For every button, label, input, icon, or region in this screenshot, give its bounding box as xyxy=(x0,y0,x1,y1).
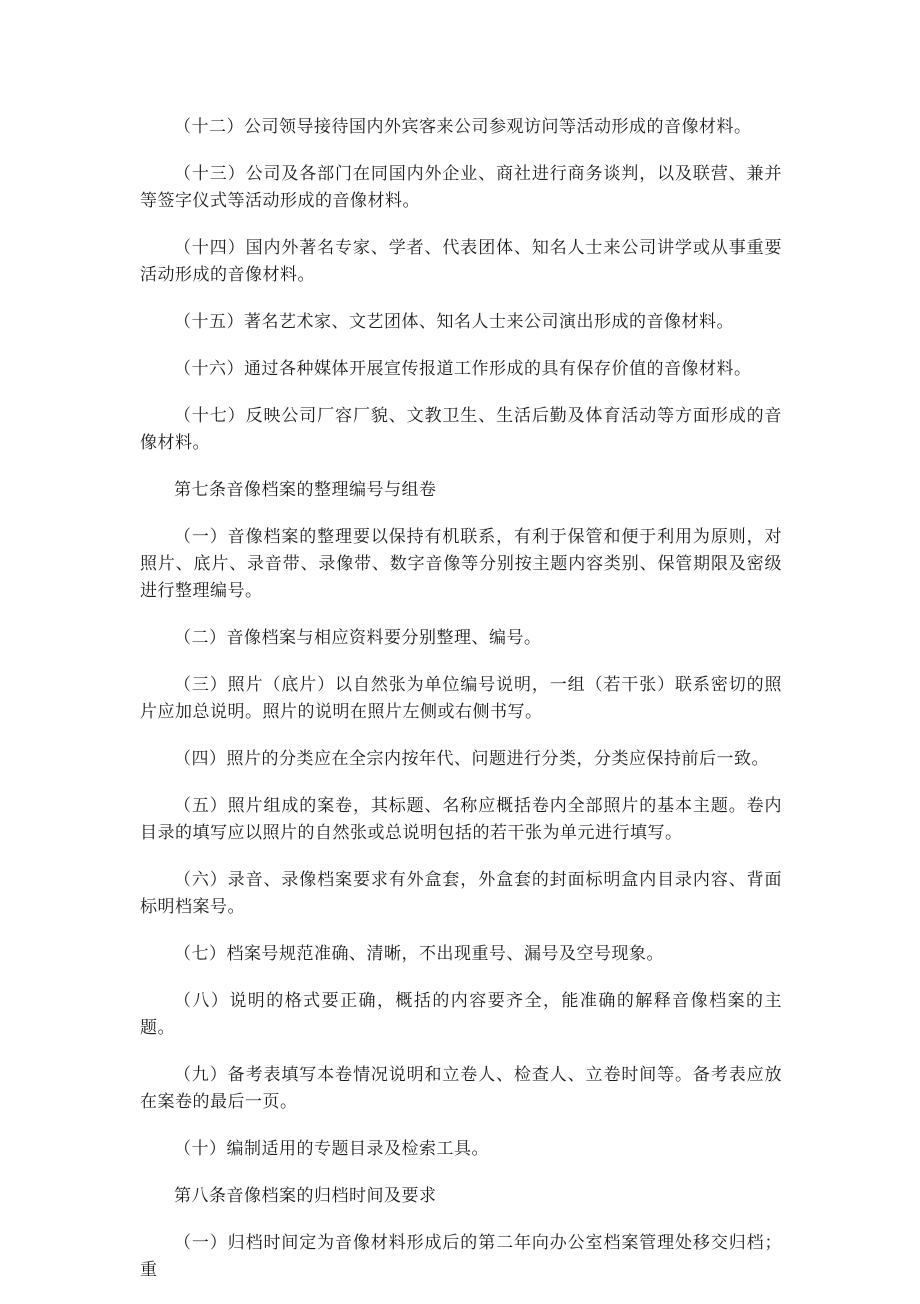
paragraph-item-15: （十五）著名艺术家、文艺团体、知名人士来公司演出形成的音像材料。 xyxy=(174,312,734,332)
document-page xyxy=(140,114,782,1304)
paragraph-7-6: （六）录音、录像档案要求有外盒套，外盒套的封面标明盒内目录内容、背面标明档案号。 xyxy=(140,870,782,917)
paragraph-7-10: （十）编制适用的专题目录及检索工具。 xyxy=(174,1139,489,1159)
paragraph-item-12: （十二）公司领导接待国内外宾客来公司参观访问等活动形成的音像材料。 xyxy=(174,117,752,137)
paragraph-item-16: （十六）通过各种媒体开展宣传报道工作形成的具有保存价值的音像材料。 xyxy=(174,359,752,379)
paragraph-7-2: （二）音像档案与相应资料要分别整理、编号。 xyxy=(174,628,542,648)
paragraph-7-1: （一）音像档案的整理要以保持有机联系，有利于保管和便于利用为原则，对照片、底片、录音带、录像带、数字音像等分别按主题内容类别、保管期限及密级进行整理编号。 xyxy=(140,527,782,601)
paragraph-7-3: （三）照片（底片）以自然张为单位编号说明，一组（若干张）联系密切的照片应加总说明。照片的说明在照片左侧或右侧书写。 xyxy=(140,675,782,722)
paragraph-7-7: （七）档案号规范准确、清晰，不出现重号、漏号及空号现象。 xyxy=(174,944,664,964)
paragraph-7-9: （九）备考表填写本卷情况说明和立卷人、检查人、立卷时间等。备考表应放在案卷的最后一页。 xyxy=(140,1065,782,1112)
paragraph-7-4: （四）照片的分类应在全宗内按年代、问题进行分类，分类应保持前后一致。 xyxy=(174,749,769,769)
article-7-heading: 第七条音像档案的整理编号与组卷 xyxy=(174,480,437,500)
paragraph-item-17: （十七）反映公司厂容厂貌、文教卫生、生活后勤及体育活动等方面形成的音像材料。 xyxy=(140,406,782,453)
paragraph-item-13: （十三）公司及各部门在同国内外企业、商社进行商务谈判，以及联营、兼并等签字仪式等活动形成的音像材料。 xyxy=(140,164,782,211)
paragraph-8-1: （一）归档时间定为音像材料形成后的第二年向办公室档案管理处移交归档；重 xyxy=(140,1233,782,1280)
paragraph-item-14: （十四）国内外著名专家、学者、代表团体、知名人士来公司讲学或从事重要活动形成的音像材料。 xyxy=(140,238,782,285)
paragraph-7-8: （八）说明的格式要正确，概括的内容要齐全，能准确的解释音像档案的主题。 xyxy=(140,991,782,1038)
paragraph-7-5: （五）照片组成的案卷，其标题、名称应概括卷内全部照片的基本主题。卷内目录的填写应以照片的自然张或总说明包括的若干张为单元进行填写。 xyxy=(140,796,782,843)
article-8-heading: 第八条音像档案的归档时间及要求 xyxy=(174,1186,437,1206)
